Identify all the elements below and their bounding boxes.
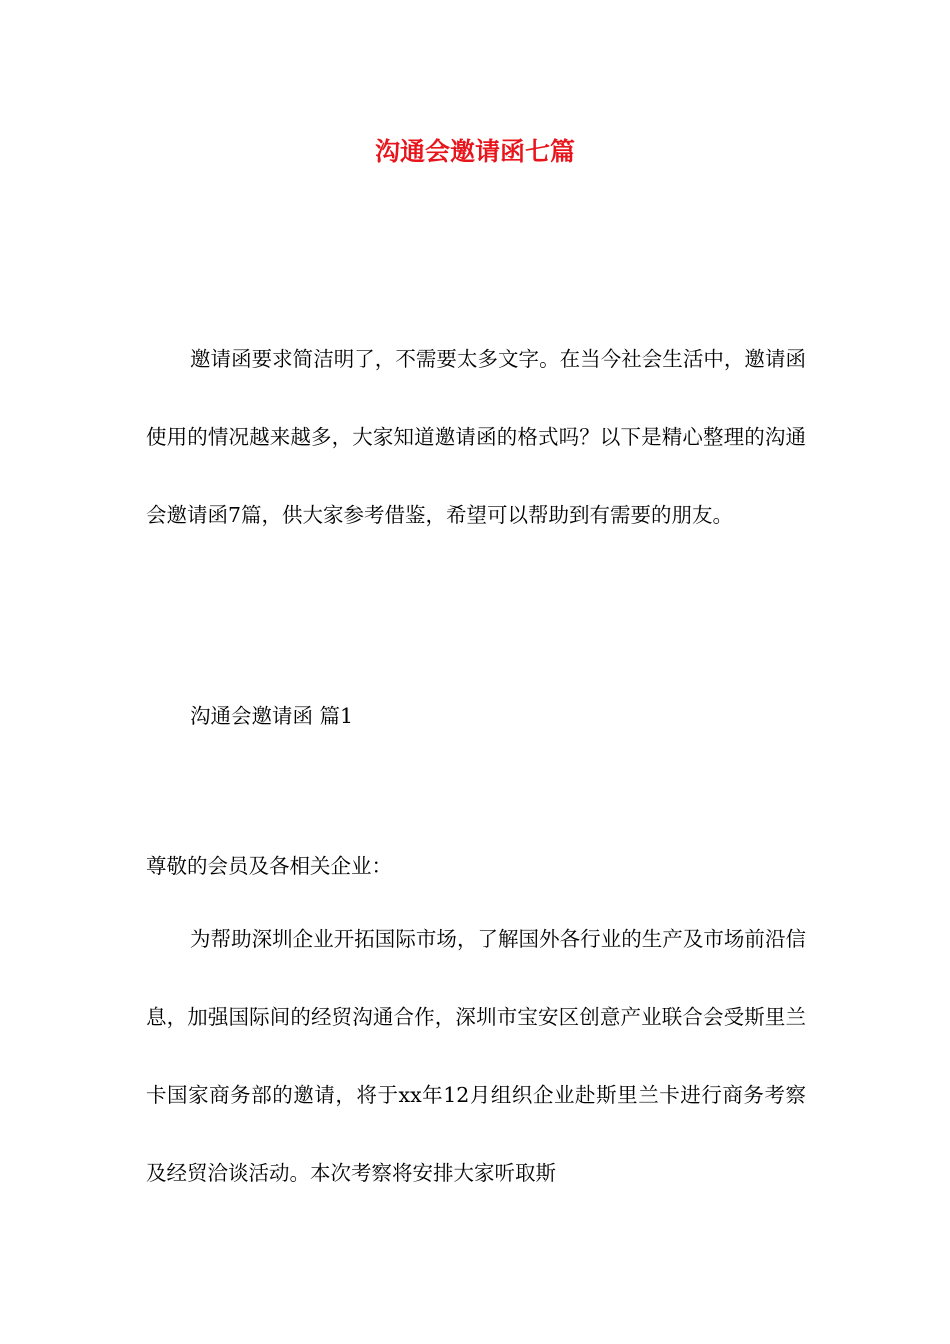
body-paragraph: 为帮助深圳企业开拓国际市场，了解国外各行业的生产及市场前沿信息，加强国际间的经贸沟通合作，深圳市宝安区创意产业联合会受斯里兰卡国家商务部的邀请，将于xx年12月组织企业赴斯里兰卡进行商务考察及经贸洽谈活动。本次考察将安排大家听取斯 <box>146 927 806 1185</box>
intro-paragraph: 邀请函要求简洁明了，不需要太多文字。在当今社会生活中，邀请函使用的情况越来越多，大家知道邀请函的格式吗？以下是精心整理的沟通会邀请函7篇，供大家参考借鉴，希望可以帮助到有需要的朋友。 <box>146 347 806 527</box>
document-title: 沟通会邀请函七篇 <box>374 137 575 166</box>
salutation: 尊敬的会员及各相关企业： <box>146 854 392 878</box>
section-heading: 沟通会邀请函 篇1 <box>190 704 354 728</box>
